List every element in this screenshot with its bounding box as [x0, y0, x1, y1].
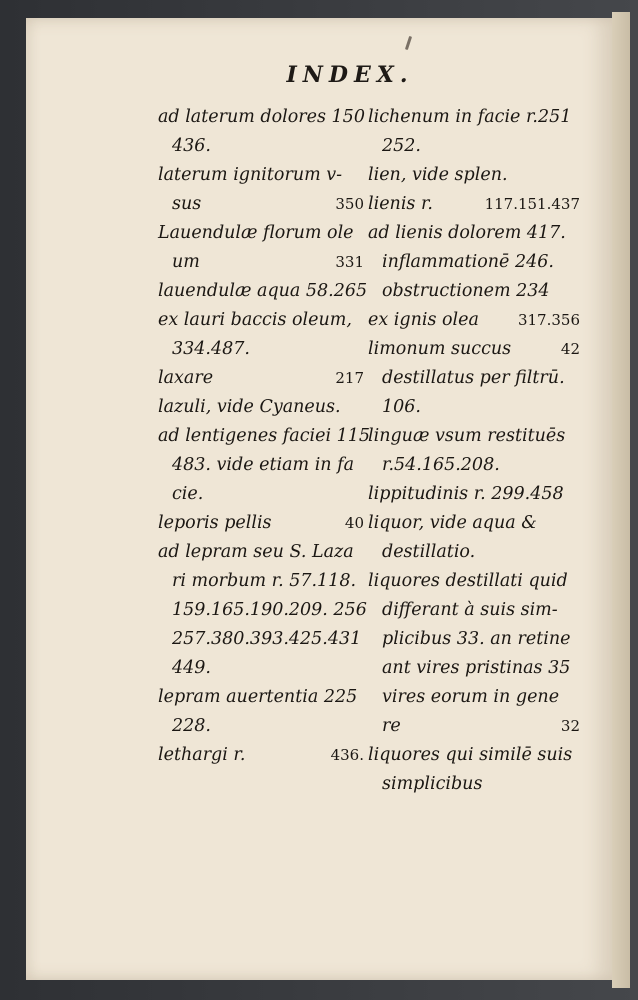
index-entry-line [158, 741, 364, 770]
index-entry-text: lethargi r. [158, 745, 246, 765]
index-entry-text: ad lentigenes faciei 115 [158, 426, 371, 446]
index-page-number: 32 [560, 717, 580, 735]
index-entry-line [368, 451, 580, 480]
index-entry-line [158, 712, 364, 741]
index-entry-text: ad lienis dolorem 417. [368, 223, 566, 243]
index-entry-text: destillatus per filtrū. [382, 368, 565, 388]
index-entry-line [158, 219, 364, 248]
index-entry-text: lippitudinis r. 299.458 [368, 484, 564, 504]
index-entry-text: ri morbum r. 57.118. [172, 571, 357, 591]
index-entry-line [158, 422, 371, 451]
index-entry-text: ex ignis olea [368, 310, 479, 330]
index-page-number: 331 [335, 253, 364, 271]
index-page-number: 117.151.437 [484, 195, 580, 213]
index-entry-line [158, 567, 364, 596]
index-entry-text: 257.380.393.425.431 [172, 629, 362, 649]
index-entry-text: r.54.165.208. [382, 455, 500, 475]
index-entry-text: linguæ vsum restituēs [368, 426, 566, 446]
index-entry-text: leporis pellis [158, 513, 272, 533]
index-column-left [158, 103, 371, 770]
index-entry-text: 252. [382, 136, 421, 156]
index-entry-line [158, 335, 364, 364]
index-entry-text: 159.165.190.209. 256 [172, 600, 367, 620]
index-entry-text: inflammationē 246. [382, 252, 554, 272]
index-page-number: 42 [560, 340, 580, 358]
index-entry-line [158, 451, 364, 480]
index-entry-line [368, 509, 580, 538]
index-entry-line [368, 161, 580, 190]
index-entry-text: 228. [172, 716, 211, 736]
index-entry-line [368, 132, 580, 161]
index-column-right [368, 103, 580, 799]
index-entry-text: ad laterum dolores 150 [158, 107, 365, 127]
index-entry-line [158, 509, 364, 538]
index-entry-text: lepram auertentia 225 [158, 687, 358, 707]
index-entry-line [368, 712, 580, 741]
index-entry-line [368, 306, 580, 335]
index-entry-text: liquores qui similē suis [368, 745, 573, 765]
index-entry-line [158, 190, 364, 219]
index-entry-text: 334.487. [172, 339, 250, 359]
index-entry-text: sus [172, 194, 202, 214]
index-entry-line [368, 393, 580, 422]
index-entry-line [368, 219, 580, 248]
index-entry-line [368, 422, 580, 451]
index-entry-text: obstructionem 234 [382, 281, 550, 301]
index-entry-line [368, 741, 580, 770]
index-entry-line [368, 596, 580, 625]
index-entry-text: 483. vide etiam in fa [172, 455, 355, 475]
index-entry-line [368, 770, 580, 799]
index-page-number: 217 [335, 369, 364, 387]
index-entry-text: ant vires pristinas 35 [382, 658, 571, 678]
index-entry-text: limonum succus [368, 339, 512, 359]
next-page-edge [612, 12, 630, 988]
index-entry-line [368, 625, 580, 654]
index-entry-text: laterum ignitorum v- [158, 165, 343, 185]
index-entry-line [158, 393, 364, 422]
index-entry-text: lien, vide splen. [368, 165, 508, 185]
index-entry-text: destillatio. [382, 542, 476, 562]
index-entry-text: plicibus 33. an retine [382, 629, 571, 649]
index-entry-text: lichenum in facie r.251 [368, 107, 572, 127]
index-entry-line [158, 161, 364, 190]
index-entry-text: lazuli, vide Cyaneus. [158, 397, 341, 417]
index-page-number: 40 [344, 514, 364, 532]
index-entry-line [158, 132, 364, 161]
index-entry-line [158, 480, 364, 509]
index-entry-line [368, 190, 580, 219]
index-entry-text: ad lepram seu S. Laza [158, 542, 354, 562]
index-entry-text: lauendulæ aqua 58.265 [158, 281, 368, 301]
index-entry-text: lienis r. [368, 194, 433, 214]
index-entry-line [368, 538, 580, 567]
index-entry-text: cie. [172, 484, 204, 504]
index-page-number: 436. [330, 746, 364, 764]
index-entry-text: differant à suis sim- [382, 600, 558, 620]
index-entry-text: 106. [382, 397, 421, 417]
index-entry-line [158, 248, 364, 277]
index-entry-line [158, 277, 368, 306]
index-entry-line [368, 683, 580, 712]
index-entry-line [368, 277, 580, 306]
index-entry-line [158, 596, 367, 625]
index-entry-line [158, 683, 364, 712]
index-entry-line [158, 364, 364, 393]
index-entry-line [368, 567, 580, 596]
index-entry-text: Lauendulæ florum ole [158, 223, 354, 243]
index-entry-text: liquores destillati quid [368, 571, 568, 591]
index-entry-line [368, 248, 580, 277]
index-entry-text: re [382, 716, 401, 736]
index-entry-line [368, 480, 580, 509]
index-entry-text: liquor, vide aqua & [368, 513, 537, 533]
index-entry-line [158, 654, 364, 683]
index-entry-line [158, 103, 364, 132]
index-entry-text: um [172, 252, 200, 272]
index-entry-text: vires eorum in gene [382, 687, 560, 707]
index-entry-text: simplicibus [382, 774, 483, 794]
index-entry-line [158, 538, 364, 567]
index-entry-line [158, 306, 364, 335]
index-page-number: 317.356 [517, 311, 580, 329]
index-entry-text: 436. [172, 136, 211, 156]
index-entry-text: 449. [172, 658, 211, 678]
index-entry-text: ex lauri baccis oleum, [158, 310, 352, 330]
index-entry-line [368, 335, 580, 364]
index-entry-line [368, 364, 580, 393]
index-entry-line [368, 103, 580, 132]
running-head: INDEX. [286, 62, 414, 88]
index-entry-line [368, 654, 580, 683]
index-entry-text: laxare [158, 368, 214, 388]
index-entry-line [158, 625, 364, 654]
index-page-number: 350 [335, 195, 364, 213]
